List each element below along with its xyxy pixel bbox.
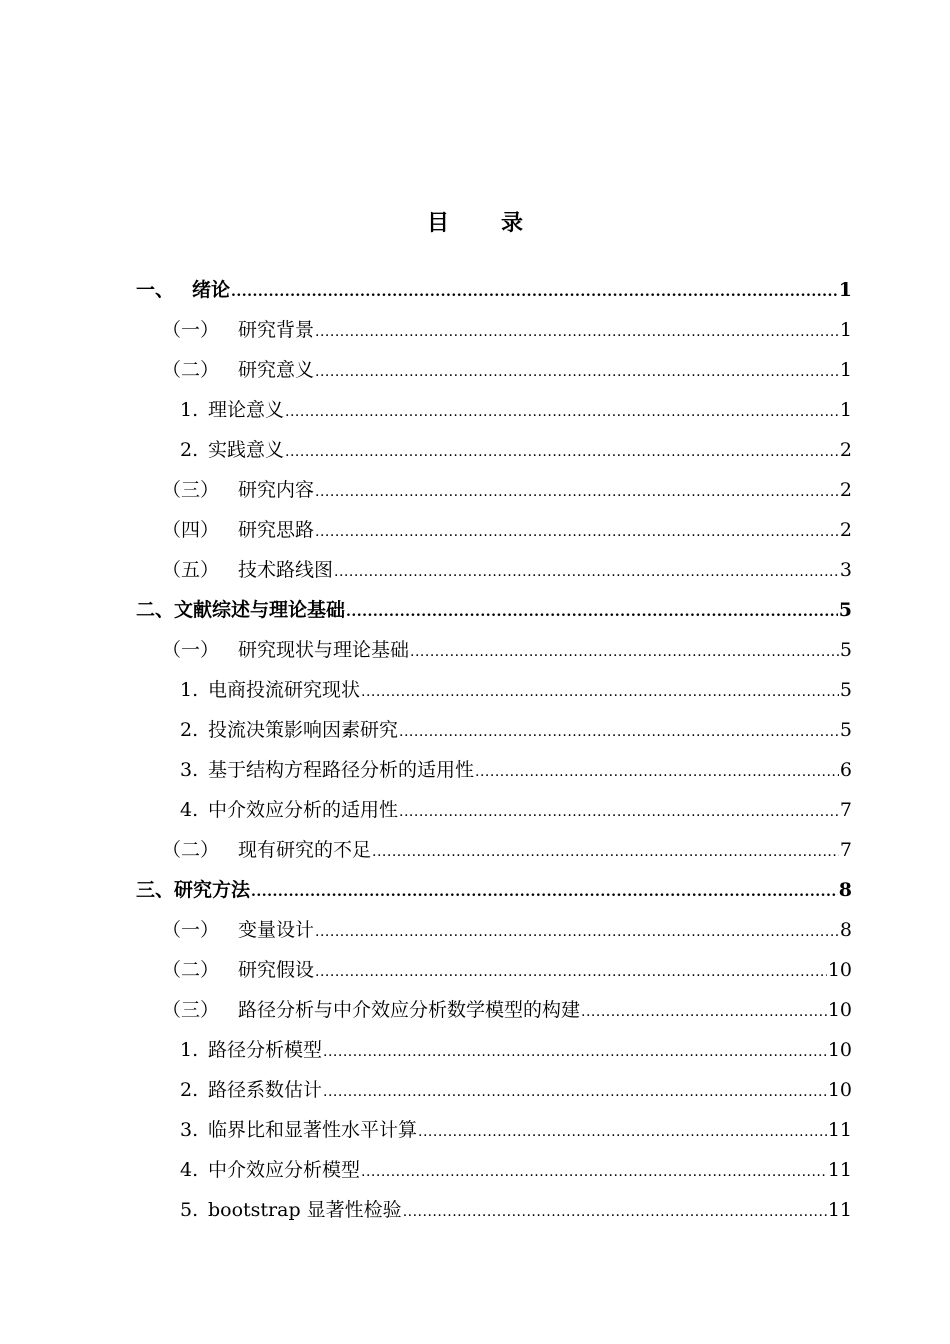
toc-dot-leader <box>315 470 839 512</box>
toc-dot-leader <box>399 790 839 832</box>
toc-entry[interactable] <box>136 910 852 950</box>
toc-entry-title: 变量设计 <box>238 919 315 941</box>
toc-dot-leader <box>346 590 838 632</box>
toc-entry[interactable] <box>136 510 852 550</box>
toc-entry-number: （二） <box>162 839 220 861</box>
toc-entry-page: 7 <box>839 799 852 821</box>
toc-entry-page: 11 <box>827 1119 852 1141</box>
toc-entry[interactable] <box>136 430 852 470</box>
toc-entry-page: 5 <box>838 599 852 621</box>
toc-entry-number: （一） <box>162 319 220 341</box>
toc-entry-number: 1. <box>180 1039 199 1061</box>
toc-entry[interactable] <box>136 1150 852 1190</box>
toc-entry[interactable] <box>136 1030 852 1070</box>
toc-dot-leader <box>315 310 839 352</box>
toc-entry-number: （一） <box>162 639 220 661</box>
toc-dot-leader <box>361 670 839 712</box>
toc-entry-title: 临界比和显著性水平计算 <box>208 1119 418 1141</box>
toc-entry-title: 理论意义 <box>208 399 285 421</box>
toc-entry-number: （二） <box>162 959 220 981</box>
toc-entry-number: 2. <box>180 1079 199 1101</box>
toc-entry-number: 三、 <box>136 879 175 901</box>
toc-entry-title: 中介效应分析的适用性 <box>208 799 399 821</box>
toc-entry-number: 5. <box>180 1199 199 1221</box>
toc-entry-number: 3. <box>180 1119 199 1141</box>
toc-entry-title: 研究内容 <box>238 479 315 501</box>
toc-title-char-2: 录 <box>501 210 524 236</box>
toc-entry-page: 11 <box>827 1199 852 1221</box>
toc-entry-number: （四） <box>162 519 220 541</box>
toc-dot-leader <box>323 1030 827 1072</box>
toc-entry-number: （一） <box>162 919 220 941</box>
toc-entry-title: 绪论 <box>192 279 231 301</box>
toc-entry-page: 10 <box>827 959 852 981</box>
toc-entry[interactable] <box>136 590 852 630</box>
toc-entry-title: 文献综述与理论基础 <box>174 599 346 621</box>
toc-entry[interactable] <box>136 310 852 350</box>
toc-entry-number: （三） <box>162 479 220 501</box>
toc-entry[interactable] <box>136 1070 852 1110</box>
toc-entry[interactable] <box>136 830 852 870</box>
toc-dot-leader <box>285 390 839 432</box>
toc-entry[interactable] <box>136 550 852 590</box>
toc-entry-title: 路径分析模型 <box>208 1039 323 1061</box>
toc-entry-title: 研究方法 <box>174 879 251 901</box>
toc-dot-leader <box>399 710 839 752</box>
toc-entry-page: 11 <box>827 1159 852 1181</box>
toc-entry-number: 4. <box>180 799 199 821</box>
toc-entry-number: 二、 <box>136 599 175 621</box>
toc-entry-number: 2. <box>180 719 199 741</box>
toc-entry[interactable] <box>136 270 852 310</box>
toc-entry-page: 2 <box>839 439 852 461</box>
toc-entry-page: 1 <box>839 319 852 341</box>
toc-entry-page: 2 <box>839 479 852 501</box>
toc-entry-page: 5 <box>839 719 852 741</box>
toc-dot-leader <box>334 550 839 592</box>
toc-entry-title: 基于结构方程路径分析的适用性 <box>208 759 475 781</box>
toc-entry-page: 2 <box>839 519 852 541</box>
toc-entry[interactable] <box>136 1190 852 1230</box>
toc-entry-page: 7 <box>839 839 852 861</box>
toc-entry-page: 8 <box>838 879 852 901</box>
toc-entry-title: 路径系数估计 <box>208 1079 323 1101</box>
toc-entry[interactable] <box>136 670 852 710</box>
toc-dot-leader <box>418 1110 827 1152</box>
toc-entry-title: 路径分析与中介效应分析数学模型的构建 <box>238 999 581 1021</box>
toc-entry[interactable] <box>136 470 852 510</box>
toc-entry-title: 现有研究的不足 <box>238 839 372 861</box>
toc-entry-page: 10 <box>827 1039 852 1061</box>
toc-entry-page: 3 <box>839 559 852 581</box>
toc-entry[interactable] <box>136 1110 852 1150</box>
toc-entry-number: 3. <box>180 759 199 781</box>
toc-entry-page: 8 <box>839 919 852 941</box>
toc-entry-number: 4. <box>180 1159 199 1181</box>
toc-entry-title: 中介效应分析模型 <box>208 1159 361 1181</box>
toc-entry-number: 1. <box>180 399 199 421</box>
toc-entry-number: （三） <box>162 999 220 1021</box>
toc-entry-number: （五） <box>162 559 220 581</box>
toc-entry-number: 一、 <box>136 279 175 301</box>
toc-dot-leader <box>315 910 839 952</box>
toc-entry[interactable] <box>136 790 852 830</box>
toc-entry-page: 1 <box>839 399 852 421</box>
toc-dot-leader <box>403 1190 827 1232</box>
toc-dot-leader <box>315 510 839 552</box>
toc-entry[interactable] <box>136 350 852 390</box>
toc-entry-page: 10 <box>827 999 852 1021</box>
toc-entry-title: 研究背景 <box>238 319 315 341</box>
toc-entry-title: 电商投流研究现状 <box>208 679 361 701</box>
toc-entry-number: 1. <box>180 679 199 701</box>
toc-entry[interactable] <box>136 710 852 750</box>
toc-entry-page: 5 <box>839 639 852 661</box>
toc-dot-leader <box>581 990 827 1032</box>
toc-dot-leader <box>285 430 839 472</box>
toc-dot-leader <box>361 1150 827 1192</box>
toc-entry-title: 实践意义 <box>208 439 285 461</box>
toc-entry[interactable] <box>136 630 852 670</box>
toc-entry-number: （二） <box>162 359 220 381</box>
toc-entry-title: 研究假设 <box>238 959 315 981</box>
toc-entry-title: 研究意义 <box>238 359 315 381</box>
toc-entry-title: bootstrap 显著性检验 <box>208 1199 402 1221</box>
toc-dot-leader <box>323 1070 827 1112</box>
toc-entry-title: 研究现状与理论基础 <box>238 639 410 661</box>
toc-title-char-1: 目 <box>426 210 449 236</box>
table-of-contents <box>136 270 852 1230</box>
toc-entry-page: 1 <box>838 279 852 301</box>
toc-entry[interactable] <box>136 870 852 910</box>
toc-entry-title: 投流决策影响因素研究 <box>208 719 399 741</box>
toc-dot-leader <box>231 270 838 312</box>
toc-entry[interactable] <box>136 750 852 790</box>
toc-entry[interactable] <box>136 390 852 430</box>
toc-title <box>0 206 950 237</box>
toc-entry-page: 1 <box>839 359 852 381</box>
toc-entry-page: 10 <box>827 1079 852 1101</box>
toc-dot-leader <box>315 950 827 992</box>
toc-entry[interactable] <box>136 950 852 990</box>
toc-entry[interactable] <box>136 990 852 1030</box>
toc-entry-page: 5 <box>839 679 852 701</box>
toc-entry-title: 技术路线图 <box>238 559 334 581</box>
toc-dot-leader <box>315 350 839 392</box>
toc-dot-leader <box>251 870 838 912</box>
toc-dot-leader <box>410 630 839 672</box>
toc-entry-page: 6 <box>839 759 852 781</box>
toc-entry-title: 研究思路 <box>238 519 315 541</box>
toc-dot-leader <box>475 750 839 792</box>
toc-entry-number: 2. <box>180 439 199 461</box>
toc-dot-leader <box>372 830 839 872</box>
